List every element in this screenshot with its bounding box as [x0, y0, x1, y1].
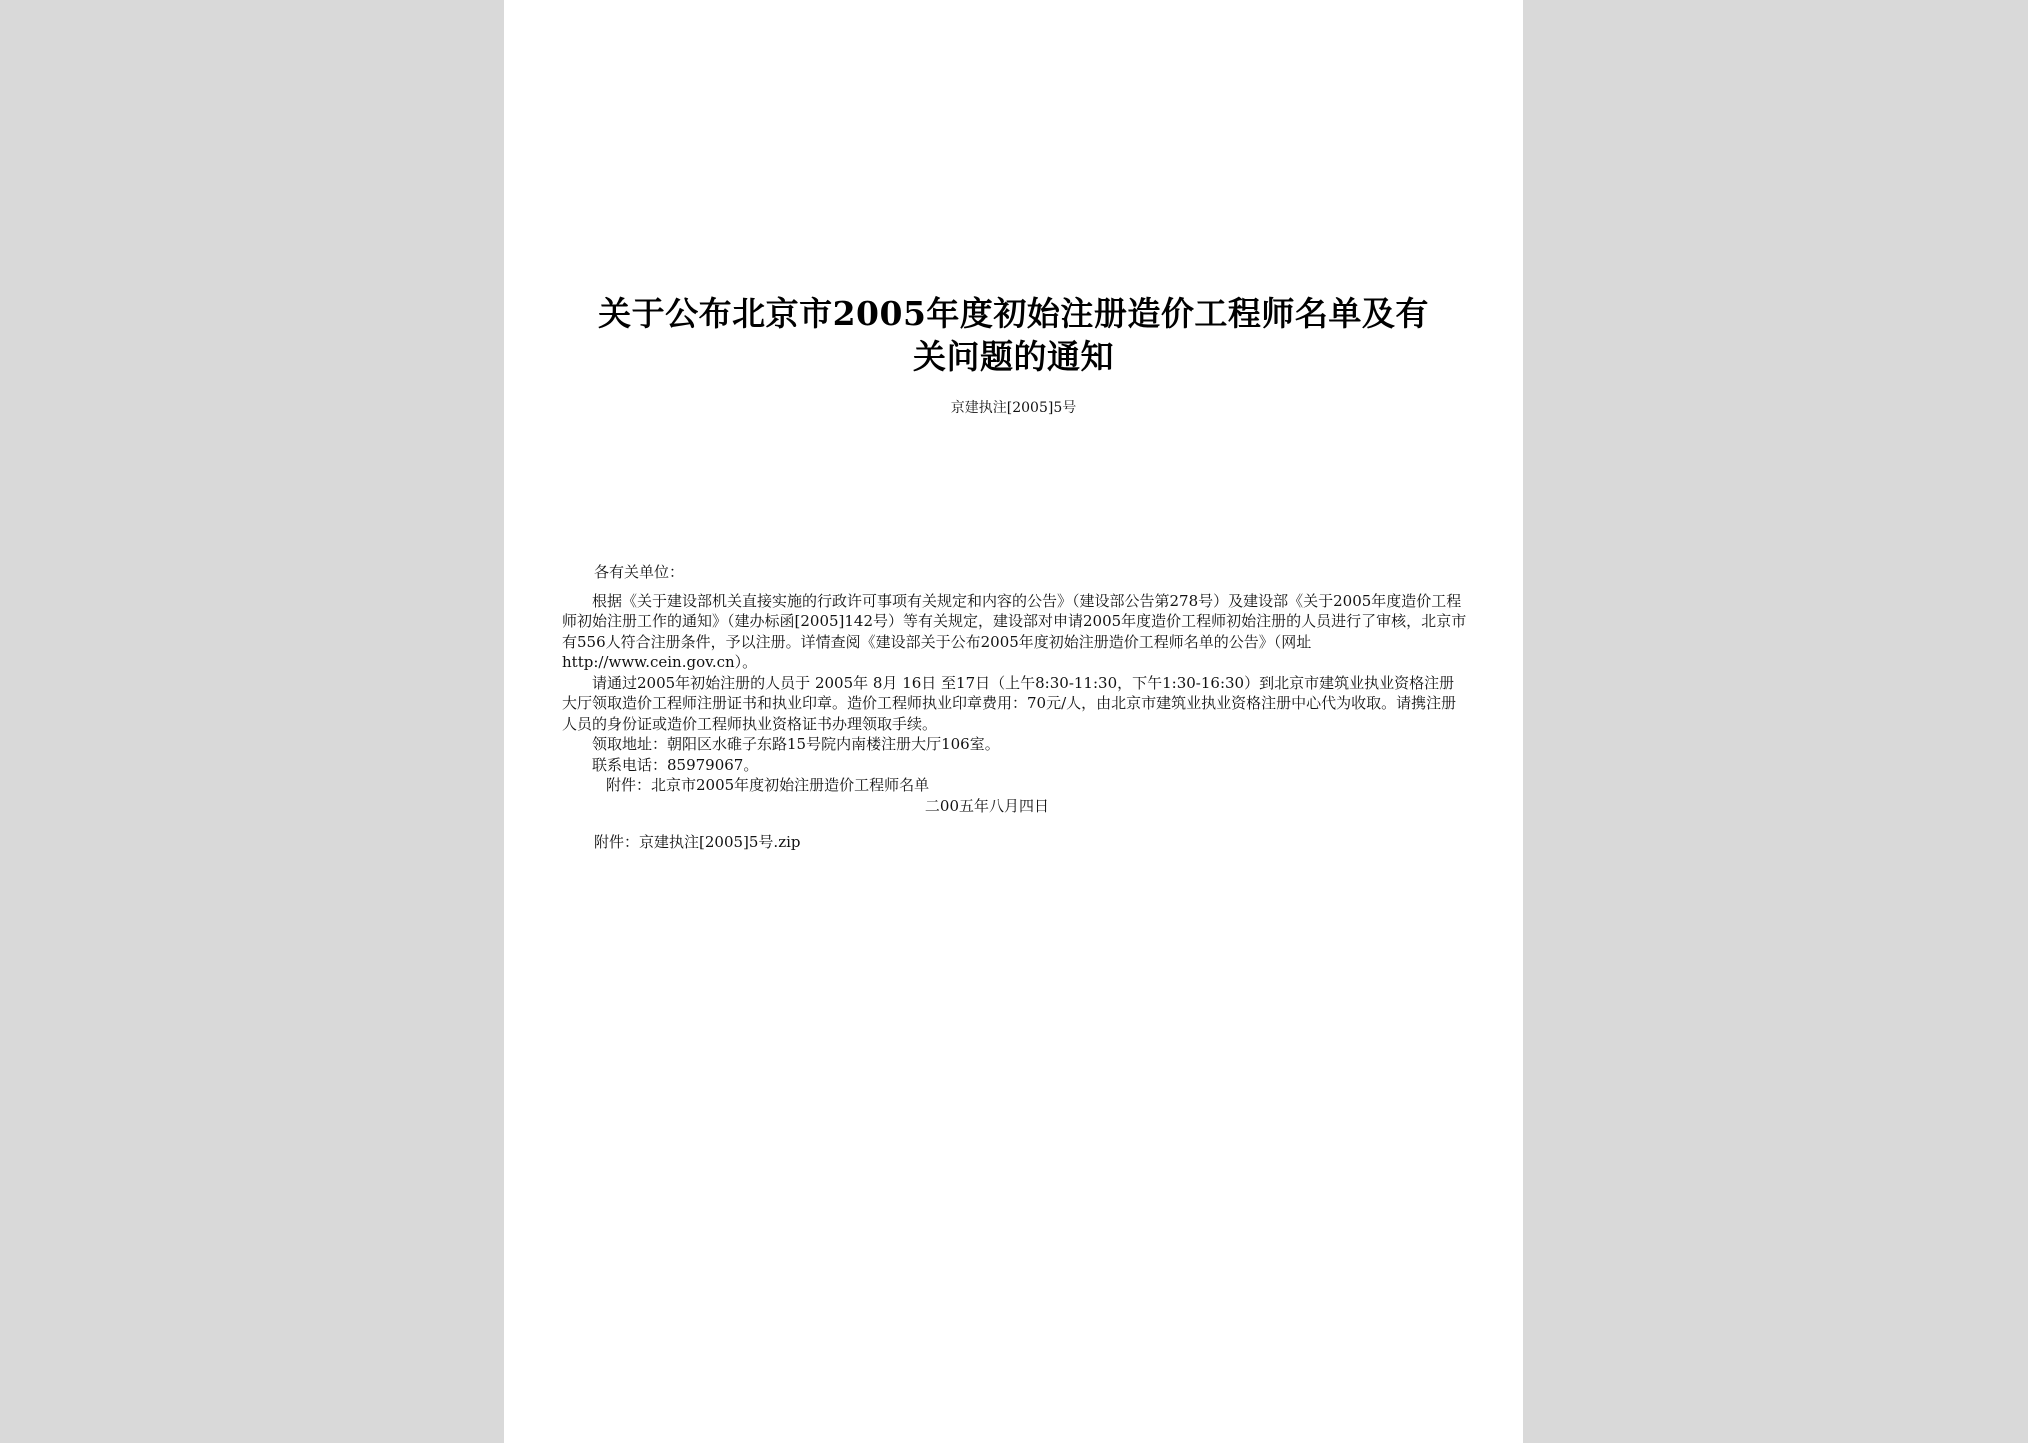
- paragraph-2: 请通过2005年初始注册的人员于 2005年 8月 16日 至17日（上午8:30-11:30，下午1:30-16:30）到北京市建筑业执业资格注册大厅领取造价工程师注册证书和执业印章。造价工程师执业印章费用：70元/人，由北京市建筑业执业资格注册中心代为收取。请携注册人员的身份证或造价工程师执业资格证书办理领取手续。: [562, 673, 1457, 733]
- attachment-inline: 附件：北京市2005年度初始注册造价工程师名单: [606, 776, 930, 794]
- issue-date: 二00五年八月四日: [924, 796, 1049, 815]
- document-title: [564, 292, 1463, 378]
- document-body: [562, 562, 1467, 816]
- attachment-file-link[interactable]: 附件：京建执注[2005]5号.zip: [594, 833, 801, 851]
- title-line-2: 关问题的通知: [913, 337, 1114, 376]
- document-page: [504, 0, 1523, 1443]
- contact-phone: 联系电话：85979067。: [592, 755, 759, 774]
- salutation: 各有关单位：: [594, 563, 685, 581]
- paragraph-1: 根据《关于建设部机关直接实施的行政许可事项有关规定和内容的公告》（建设部公告第278号）及建设部《关于2005年度造价工程师初始注册工作的通知》（建办标函[2005]142号）等有关规定，建设部对申请2005年度造价工程师初始注册的人员进行了审核，北京市有556人符合注册条件，予以注册。详情查阅《建设部关于公布2005年度初始注册造价工程师名单的公告》（网址http://www.cein.gov.cn）。: [562, 591, 1467, 671]
- title-line-1: 关于公布北京市2005年度初始注册造价工程师名单及有: [598, 294, 1429, 333]
- pickup-address: 领取地址：朝阳区水碓子东路15号院内南楼注册大厅106室。: [592, 735, 1000, 753]
- document-number: 京建执注[2005]5号: [950, 400, 1077, 416]
